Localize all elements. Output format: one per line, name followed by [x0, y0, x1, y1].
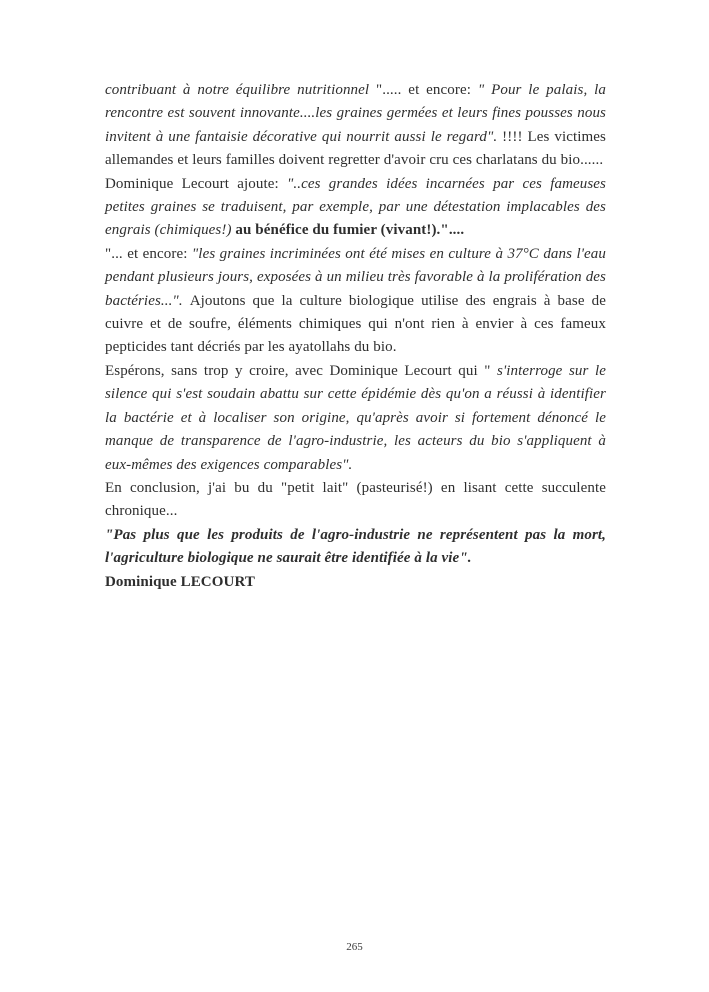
- paragraph: [105, 173, 606, 243]
- text-segment: En conclusion, j'ai bu du "petit lait" (pasteurisé!) en lisant cette succulente chronique...: [105, 479, 606, 520]
- text-segment: Dominique LECOURT: [105, 573, 255, 590]
- text-segment: Ajoutons que la culture biologique utilise des engrais à base de cuivre et de soufre, éléments chimiques qui n'ont rien à envier à ces fameux pepticides tant décriés par les ayatollahs du bio.: [105, 292, 606, 356]
- paragraph: [105, 79, 606, 173]
- text-segment: "..... et encore:: [376, 82, 478, 98]
- text-segment: "..ces grandes idées incarnées par ces fameuses petites graines se traduisent, par exemple, par une détestation implacables des engrais (chimiques!): [105, 175, 606, 239]
- text-segment: s'interroge sur le silence qui s'est soudain abattu sur cette épidémie dès qu'on a réussi à identifier la bactérie et à localiser son origine, qu'après avoir si fortement dénoncé le manque de transparence de l'agro-industrie, les acteurs du bio s'appliquent à eux-mêmes des exigences comparables".: [105, 362, 606, 473]
- text-segment: "Pas plus que les produits de l'agro-industrie ne représentent pas la mort, l'agriculture biologique ne saurait être identifiée à la vie".: [105, 526, 606, 567]
- text-segment: !!!! Les victimes allemandes et leurs familles doivent regretter d'avoir cru ces charlatans du bio......: [105, 128, 606, 169]
- text-block: [105, 79, 606, 594]
- paragraph: [105, 477, 606, 524]
- text-segment: Espérons, sans trop y croire, avec Dominique Lecourt qui ": [105, 362, 498, 379]
- paragraph: [105, 571, 606, 594]
- paragraph: [105, 360, 606, 477]
- text-segment: "... et encore:: [105, 245, 192, 262]
- text-segment: " Pour le palais, la rencontre est souvent innovante....les graines germées et leurs fines pousses nous invitent à une fantaisie décorative qui nourrit aussi le regard".: [105, 82, 606, 145]
- text-segment: au bénéfice du fumier (vivant!)."....: [235, 222, 465, 239]
- text-segment: "les graines incriminées ont été mises en culture à 37°C dans l'eau pendant plusieurs jours, exposées à un milieu très favorable à la prolifération des bactéries...".: [105, 245, 607, 309]
- paragraph: [105, 524, 606, 571]
- paragraph: [105, 243, 606, 360]
- text-segment: contribuant à notre équilibre nutritionnel: [105, 82, 376, 98]
- page-number: 265: [346, 941, 363, 953]
- text-segment: Dominique Lecourt ajoute:: [105, 175, 287, 192]
